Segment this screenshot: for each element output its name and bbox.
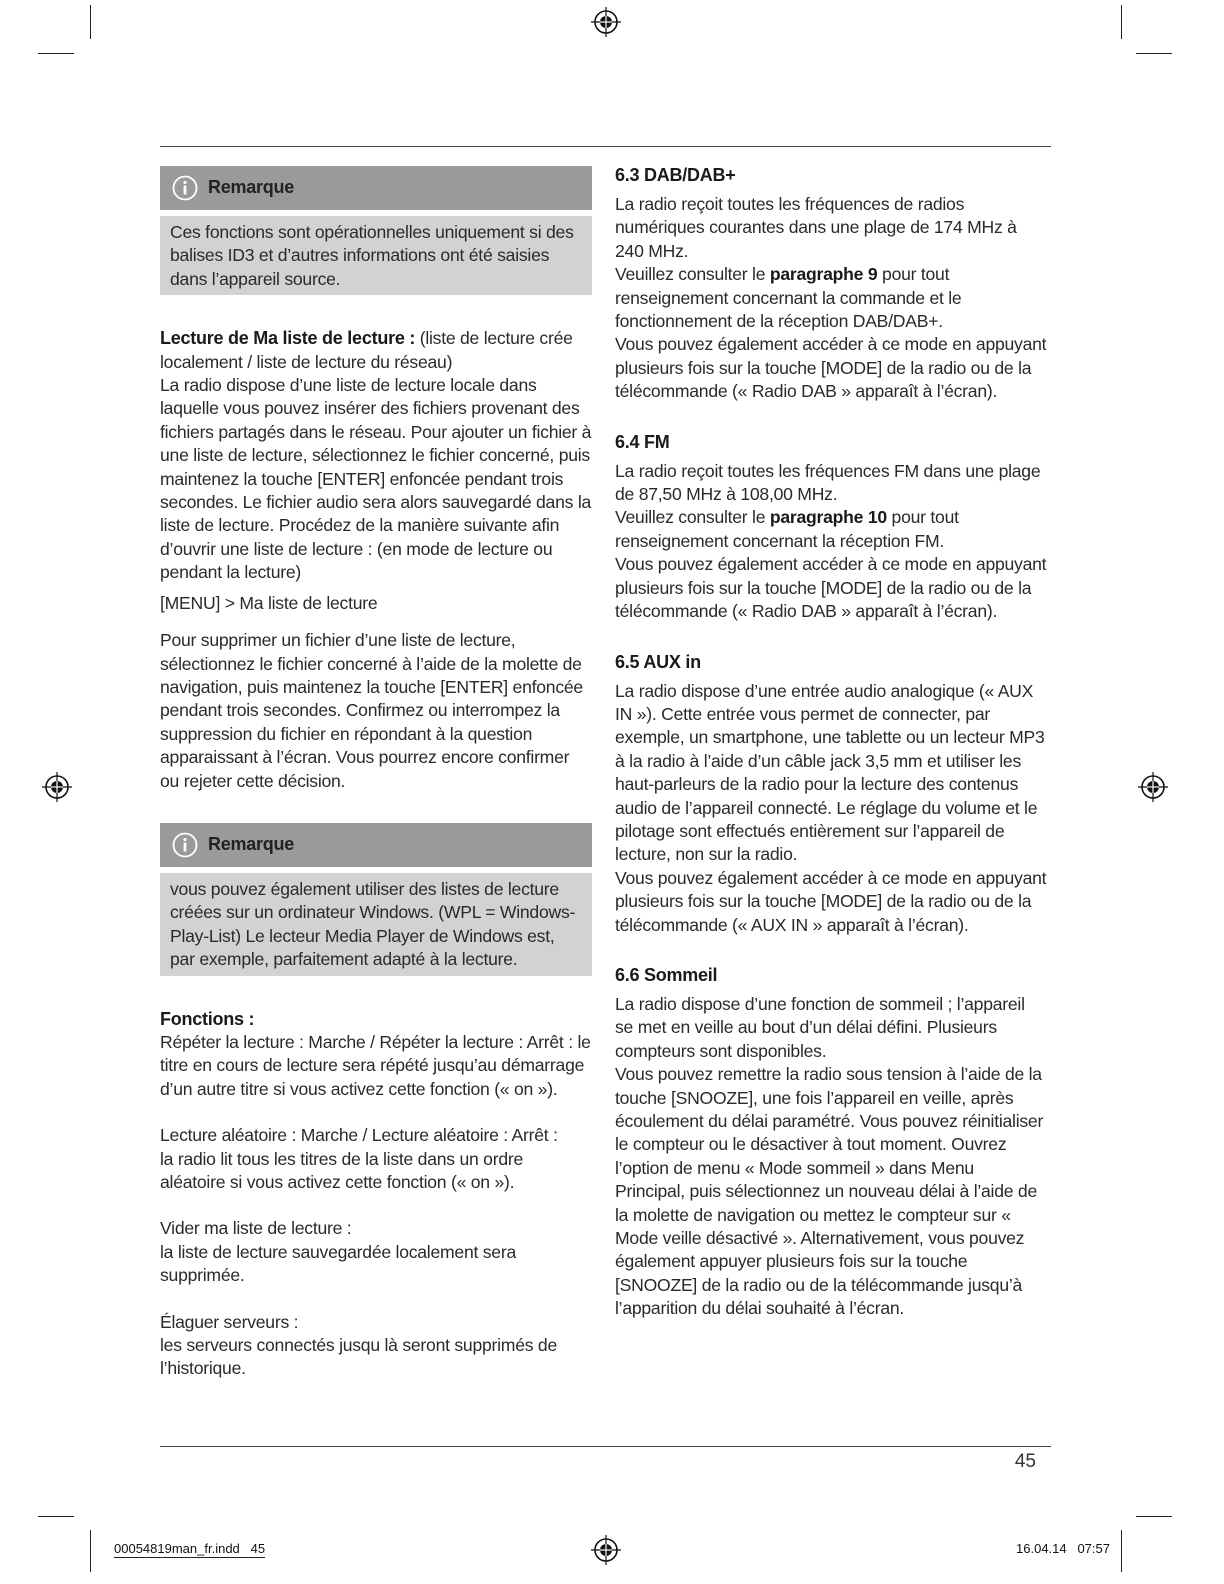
crop-mark (1136, 1516, 1172, 1517)
functions-heading (160, 1008, 592, 1031)
sleep-para2: Vous pouvez remettre la radio sous tension à l’aide de la touche [SNOOZE], une fois l’appareil en veille, après écoulement du délai paramétré. Vous pouvez réinitialiser le compteur ou le désactiver à tout moment. Ouvrez l’option de menu « Mode sommeil » dans Menu Principal, puis sélectionnez un nouveau délai à l’aide de la molette de navigation ou mettez le compteur sur « Mode veille désactivé ». Alternativement, vous pouvez également appuyer plusieurs fois sur la touche [SNOOZE] de la radio ou de la télécommande jusqu’à l’apparition du délai souhaité à l’écran. (615, 1064, 1044, 1319)
crop-mark (90, 1530, 91, 1572)
aux-para2: Vous pouvez également accéder à ce mode en appuyant plusieurs fois sur la touche [MODE] de la radio ou de la télécommande (« AUX IN » apparaît à l’écran). (615, 867, 1047, 935)
registration-mark-icon (591, 7, 621, 37)
crop-mark (38, 1516, 74, 1517)
aux-para1: La radio dispose d’une entrée audio analogique (« AUX IN »). Cette entrée vous permet de connecter, par exemple, un smartphone, une tablette ou un lecteur MP3 à la radio à l’aide d’un câble jack 3,5 mm et utiliser les haut-parleurs de la radio pour la lecture des contenus audio de l’appareil connecté. Le réglage du volume et le pilotage sont effectués entièrement sur l’appareil de lecture, non sur la radio. (615, 680, 1045, 865)
clear-text: la liste de lecture sauvegardée localement sera supprimée. (160, 1241, 516, 1286)
dab-para1: La radio reçoit toutes les fréquences de radios numériques courantes dans une plage de 174 MHz à 240 MHz. (615, 194, 1017, 261)
note-title: Remarque (208, 834, 295, 855)
playlist-heading: Lecture de Ma liste de lecture : (160, 328, 416, 349)
note-box (160, 166, 592, 295)
sleep-para1: La radio dispose d’une fonction de sommeil ; l’appareil se met en veille au bout d’un délai défini. Plusieurs compteurs sont disponibles. (615, 993, 1025, 1061)
dab-para3: Vous pouvez également accéder à ce mode en appuyant plusieurs fois sur la touche [MODE] de la radio ou de la télécommande (« Radio DAB » apparaît à l’écran). (615, 334, 1047, 402)
fm-para2-post: pour tout renseignement concernant la réception FM. (615, 507, 959, 551)
note-body: vous pouvez également utiliser des listes de lecture créées sur un ordinateur Windows. (WPL = Windows-Play-List) Le lecteur Media Player de Windows est, par exemple, parfaitement adapté à la lecture. (160, 873, 592, 976)
crop-mark (1121, 5, 1122, 39)
clear-title: Vider ma liste de lecture : (160, 1218, 352, 1239)
section-heading-dab: 6.3 DAB/DAB+ (615, 165, 736, 185)
crop-mark (1121, 1530, 1122, 1572)
repeat-text: Répéter la lecture : Marche / Répéter la lecture : Arrêt : le titre en cours de lecture sera répété jusqu’au démarrage d’un autre titre si vous activez cette fonction (« on »). (160, 1031, 591, 1099)
fm-para3: Vous pouvez également accéder à ce mode en appuyant plusieurs fois sur la touche [MODE] de la radio ou de la télécommande (« Radio DAB » apparaît à l’écran). (615, 554, 1047, 622)
prune-text: les serveurs connectés jusqu là seront supprimés de l’historique. (160, 1335, 558, 1379)
dab-para2 (615, 263, 1047, 333)
playlist-para1: La radio dispose d’une liste de lecture locale dans laquelle vous pouvez insérer des fichiers provenant des fichiers partagés dans le réseau. Pour ajouter un fichier à une liste de lecture, sélectionnez le fichier concerné, puis maintenez la touche [ENTER] enfoncée pendant trois secondes. Le fichier audio sera alors sauvegardé dans la liste de lecture. Procédez de la manière suivante afin d’ouvrir une liste de lecture : (en mode de lecture ou pendant la lecture) (160, 375, 592, 583)
note-title: Remarque (208, 177, 295, 198)
section-heading-fm: 6.4 FM (615, 431, 670, 452)
playlist-heading-rest: (liste de lecture crée localement / liste de lecture du réseau) (160, 328, 573, 372)
fm-para2 (615, 506, 1047, 553)
dab-para2-ref: paragraphe 9 (769, 264, 878, 285)
crop-mark (1136, 53, 1172, 54)
info-icon (172, 175, 198, 201)
note-box (160, 823, 592, 976)
registration-mark-icon (1138, 772, 1168, 802)
registration-mark-icon (42, 772, 72, 802)
shuffle-text: la radio lit tous les titres de la liste dans un ordre aléatoire si vous activez cette fonction (« on »). (160, 1148, 524, 1192)
registration-mark-icon (591, 1535, 621, 1565)
menu-path: [MENU] > Ma liste de lecture (160, 592, 378, 613)
page-number: 45 (1014, 1451, 1036, 1472)
section-heading-aux: 6.5 AUX in (615, 651, 701, 672)
fm-para2-ref: paragraphe 10 (769, 507, 887, 528)
file-slug: 00054819man_fr.indd 45 (114, 1541, 266, 1556)
crop-mark (90, 5, 91, 39)
note-header (160, 823, 592, 867)
shuffle-title: Lecture aléatoire : Marche / Lecture aléatoire : Arrêt : (160, 1125, 558, 1146)
fm-para2-pre: Veuillez consulter le (615, 507, 770, 528)
right-column (615, 163, 1047, 1321)
playlist-intro (160, 327, 592, 374)
note-header (160, 166, 592, 210)
prune-title: Élaguer serveurs : (160, 1311, 299, 1332)
fm-para1: La radio reçoit toutes les fréquences FM dans une plage de 87,50 MHz à 108,00 MHz. (615, 460, 1041, 505)
info-icon (172, 832, 198, 858)
dab-para2-post: pour tout renseignement concernant la commande et le fonctionnement de la réception DAB/DAB+. (615, 264, 962, 332)
dab-para2-pre: Veuillez consulter le (615, 264, 770, 285)
section-heading-sleep: 6.6 Sommeil (615, 964, 718, 985)
note-body: Ces fonctions sont opérationnelles uniquement si des balises ID3 et d’autres informations ont été saisies dans l’appareil source. (160, 216, 592, 295)
header-rule (160, 146, 1051, 147)
playlist-para2: Pour supprimer un fichier d’une liste de lecture, sélectionnez le fichier concerné à l’aide de la molette de navigation, puis maintenez la touche [ENTER] enfoncée pendant trois secondes. Confirmez ou interrompez la suppression du fichier en répondant à la question apparaissant à l’écran. Vous pourrez encore confirmer ou rejeter cette décision. (160, 630, 583, 791)
date-slug: 16.04.14 07:57 (1016, 1541, 1110, 1556)
left-column (160, 166, 592, 1381)
crop-mark (38, 53, 74, 54)
footer-rule (160, 1446, 1051, 1447)
functions-heading-text: Fonctions : (160, 1008, 255, 1029)
